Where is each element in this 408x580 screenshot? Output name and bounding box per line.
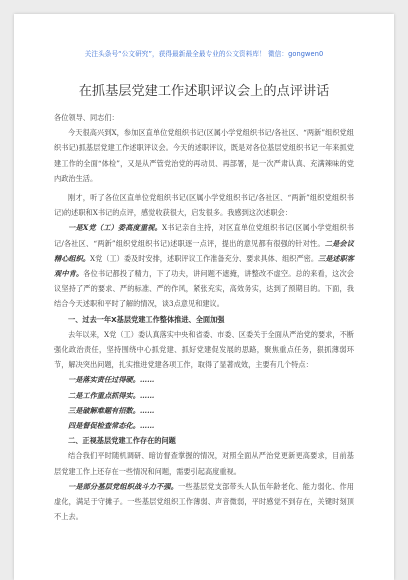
promo-banner: 关注头条号“公文研究”，获得最新最全最专业的公文资料库！ 微信：gongwen0 xyxy=(84,50,324,58)
point-text: 各位书记都投了精力，下了功夫，讲问题不遮掩，讲整改不虚空。总的来看，这次会议坚持了严的要求、严的标准、严的作风，紧张充实，高效务实，达到了预期目的。下面，我结合今天述职和平时了解的情况，谈3点意见和建议。 xyxy=(54,269,354,309)
list-item: 一是落实责任过得硬。…… xyxy=(68,375,155,385)
paragraph-problems: 结合我们平时随机调研、暗访督查掌握的情况，对照全面从严治党更新更高要求，目前基层党建工作上还存在一些情况和问题，需要引起高度重视。 xyxy=(54,451,354,476)
paragraph-intro: 今天很高兴到X，参加区直单位党组织书记(区属小学党组织书记/各社区、“两新”组织党组织书记)抓基层党建工作述职评议会。今天的述职评议，既是对各位基层党组织书记一年来抓党建工作的全面“体检”，又是从严管党治党的再动员、再部署，是一次严肃认真、充满辣味的党内政治生活。 xyxy=(54,128,354,183)
point-text: X党（工）委及时安排，述职评议工作准备充分、要求具体、组织严密。 xyxy=(89,253,319,263)
paragraph-progress: 去年以来，X党（工）委认真落实中央和省委、市委、区委关于全面从严治党的要求，不断强化政治责任，坚持围绕中心抓党建、抓好党建促发展的思路，聚焦重点任务，狠抓薄弱环节，解决突出问题，扎实推进党建各项工作，取得了显著成效，主要有几个特点： xyxy=(54,329,354,370)
paragraph-impression: 刚才，听了各位区直单位党组织书记(区属小学党组织书记/各社区、“两新”组织党组织书记)的述职和X书记的点评，感觉收获很大，启发很多。我感到这次述职会： xyxy=(54,193,354,218)
list-item: 四是督促检查常态化。…… xyxy=(68,421,155,431)
point-lead: 一是部分基层党组织战斗力不强。 xyxy=(68,481,179,491)
list-item: 二是工作重点抓得实。…… xyxy=(68,390,155,400)
greeting: 各位领导、同志们： xyxy=(54,113,119,122)
paragraph-problem-one xyxy=(54,479,354,525)
point-lead: 三是述职客观中肯。 xyxy=(54,253,354,279)
document-page xyxy=(14,14,394,580)
paragraph-points xyxy=(54,220,354,311)
point-lead: 二是会议精心组织。 xyxy=(54,238,354,263)
section-heading: 二、正视基层党建工作存在的问题 xyxy=(68,436,176,446)
point-lead: 一是X党（工）委高度重视。 xyxy=(68,223,163,233)
list-item: 三是破解难题有招数。…… xyxy=(68,405,155,415)
document-title: 在抓基层党建工作述职评议会上的点评讲话 xyxy=(78,84,330,99)
point-text: 一些基层党支部带头人队伍年龄老化、能力弱化、作用虚化，满足于守摊子。一些基层党组织工作薄弱、声音微弱，平时感觉不到存在，关键时刻顶不上去。 xyxy=(54,481,354,522)
point-text: X书记亲自主持，对区直单位党组织书记(区属小学党组织书记/各社区、“两新”组织党组织书记)述职逐一点评，提出的意见都有很强的针对性。 xyxy=(54,223,354,248)
section-heading: 一、过去一年X基层党建工作整体推进、全面加强 xyxy=(68,314,225,324)
document-body xyxy=(54,110,354,524)
